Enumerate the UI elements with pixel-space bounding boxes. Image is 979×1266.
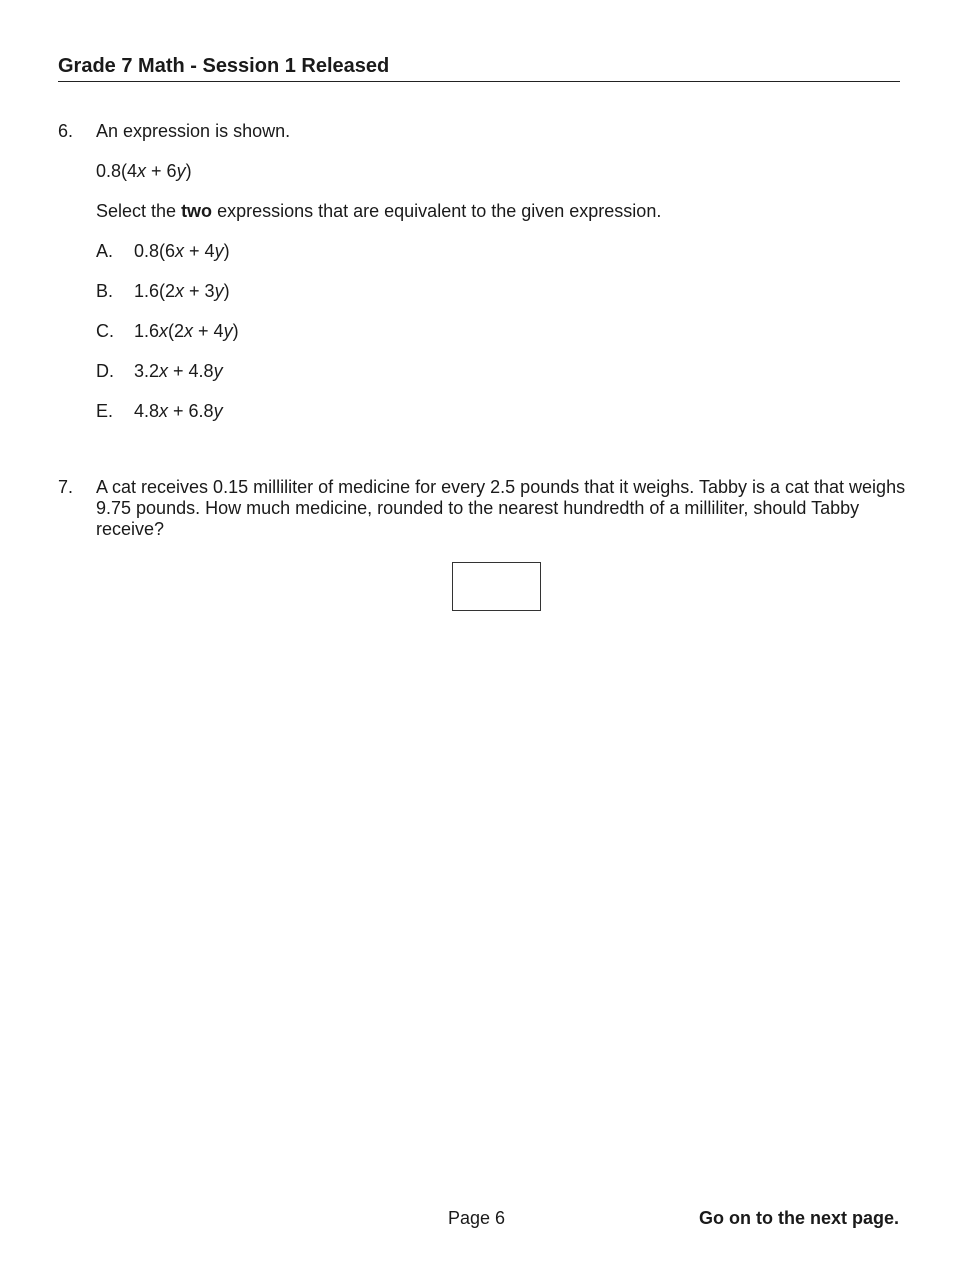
option-text: + 4.8 xyxy=(168,361,214,381)
option-text: + 3 xyxy=(184,281,215,301)
option-b-letter: B. xyxy=(96,281,114,301)
question-6-expression xyxy=(96,161,192,182)
option-e[interactable] xyxy=(134,401,223,422)
option-c-letter: C. xyxy=(96,321,114,341)
option-text: ) xyxy=(223,241,230,261)
question-7-number: 7. xyxy=(58,477,74,497)
option-var: x xyxy=(159,401,169,421)
option-var: x xyxy=(175,241,185,261)
expr-text: + 6 xyxy=(146,161,177,181)
option-var: x xyxy=(159,321,169,341)
option-var: x xyxy=(175,281,185,301)
option-text: 1.6 xyxy=(134,321,160,341)
option-var: x xyxy=(159,361,169,381)
option-var: y xyxy=(223,321,233,341)
option-var: y xyxy=(213,401,223,421)
option-d[interactable] xyxy=(134,361,223,382)
answer-box[interactable] xyxy=(452,562,541,611)
expr-text: 0.8(4 xyxy=(96,161,138,181)
option-text: + 4 xyxy=(184,241,215,261)
option-text: ) xyxy=(223,281,230,301)
instruction-text: expressions that are equivalent to the given expression. xyxy=(212,201,662,221)
option-var: y xyxy=(213,361,223,381)
option-text: 1.6(2 xyxy=(134,281,176,301)
expr-var: y xyxy=(176,161,186,181)
question-6-prompt: An expression is shown. xyxy=(96,121,291,141)
expr-text: ) xyxy=(185,161,192,181)
option-text: 3.2 xyxy=(134,361,160,381)
option-text: 0.8(6 xyxy=(134,241,176,261)
option-text: + 4 xyxy=(193,321,224,341)
option-var: y xyxy=(214,241,224,261)
expr-var: x xyxy=(137,161,147,181)
option-text: (2 xyxy=(168,321,185,341)
question-6-number: 6. xyxy=(58,121,74,141)
next-page-notice: Go on to the next page. xyxy=(698,1208,899,1228)
option-d-letter: D. xyxy=(96,361,114,381)
page-header xyxy=(58,54,900,82)
instruction-text: Select the xyxy=(96,201,182,221)
option-text: 4.8 xyxy=(134,401,160,421)
option-a[interactable] xyxy=(134,241,230,262)
question-6-instruction xyxy=(96,201,661,222)
instruction-emphasis: two xyxy=(181,201,213,221)
option-e-letter: E. xyxy=(96,401,114,421)
question-7-text: A cat receives 0.15 milliliter of medicine for every 2.5 pounds that it weighs. Tabby is a cat that weighs 9.75 pounds. How much medicine, rounded to the nearest hundredth of a milliliter, should Tabby receive? xyxy=(96,477,906,539)
option-var: x xyxy=(184,321,194,341)
option-c[interactable] xyxy=(134,321,239,342)
option-text: + 6.8 xyxy=(168,401,214,421)
page-title: Grade 7 Math - Session 1 Released xyxy=(58,55,390,77)
option-var: y xyxy=(214,281,224,301)
option-b[interactable] xyxy=(134,281,230,302)
option-text: ) xyxy=(232,321,239,341)
option-a-letter: A. xyxy=(96,241,114,261)
page-number: Page 6 xyxy=(448,1208,506,1228)
